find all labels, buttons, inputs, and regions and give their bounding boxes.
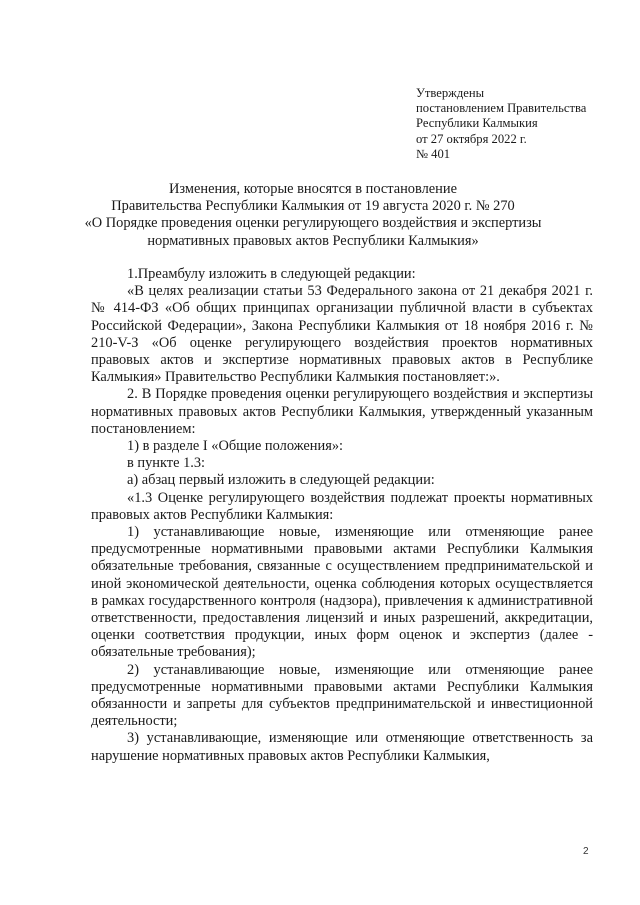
paragraph: «1.3 Оценке регулирующего воздействия подлежат проекты нормативных правовых актов Республики Калмыкия: <box>91 489 593 523</box>
paragraph: а) абзац первый изложить в следующей редакции: <box>127 472 435 489</box>
paragraph: 2. В Порядке проведения оценки регулирующего воздействия и экспертизы нормативных правовых актов Республики Калмыкия, утвержденный указанным постановлением: <box>91 386 593 437</box>
approval-line: Республики Калмыкия <box>416 116 538 131</box>
paragraph: 3) устанавливающие, изменяющие или отменяющие ответственность за нарушение нормативных правовых актов Республики Калмыкия, <box>91 730 593 764</box>
approval-line: Утверждены <box>416 86 485 100</box>
paragraph: 1) устанавливающие новые, изменяющие или отменяющие ранее предусмотренные нормативными правовыми актами Республики Калмыкия обязательные требования, связанные с осуществлением предпринимательской и иной экономической деятельности, оценка соблюдения которых осуществляется в рамках государственного контроля (надзора), привлечения к административной ответственности, предоставления лицензий и иных разрешений, аккредитации, оценки соответствия продукции, иных форм оценок и экспертиз (далее - обязательные требования); <box>91 524 593 661</box>
title-line: «О Порядке проведения оценки регулирующего воздействия и экспертизы <box>84 215 542 232</box>
paragraph: «В целях реализации статьи 53 Федерального закона от 21 декабря 2021 г. № 414-ФЗ «Об общих принципах организации публичной власти в субъектах Российской Федерации», Закона Республики Калмыкия от 18 ноября 2016 г. № 210-V-З «Об оценке регулирующего воздействия проектов нормативных правовых актов и экспертизе нормативных правовых актов в Республике Калмыкия» Правительство Республики Калмыкия постановляет:». <box>91 283 593 386</box>
document-body <box>91 266 593 765</box>
title-line: Правительства Республики Калмыкия от 19 августа 2020 г. № 270 <box>111 198 515 215</box>
paragraph: 1) в разделе I «Общие положения»: <box>127 438 344 455</box>
page-number: 2 <box>583 846 589 857</box>
approval-line: от 27 октября 2022 г. <box>416 131 527 146</box>
title-line: Изменения, которые вносятся в постановление <box>169 181 457 197</box>
document-title <box>60 181 566 250</box>
approval-line: постановлением Правительства <box>416 101 587 116</box>
approval-stamp <box>416 86 586 162</box>
paragraph: 1.Преамбулу изложить в следующей редакции: <box>127 266 416 282</box>
paragraph: в пункте 1.3: <box>127 455 206 472</box>
paragraph: 2) устанавливающие новые, изменяющие или отменяющие ранее предусмотренные нормативными правовыми актами Республики Калмыкия обязанности и запреты для субъектов предпринимательской и инвестиционной деятельности; <box>91 661 593 730</box>
title-line: нормативных правовых актов Республики Калмыкия» <box>147 232 479 249</box>
approval-line: № 401 <box>416 146 451 161</box>
